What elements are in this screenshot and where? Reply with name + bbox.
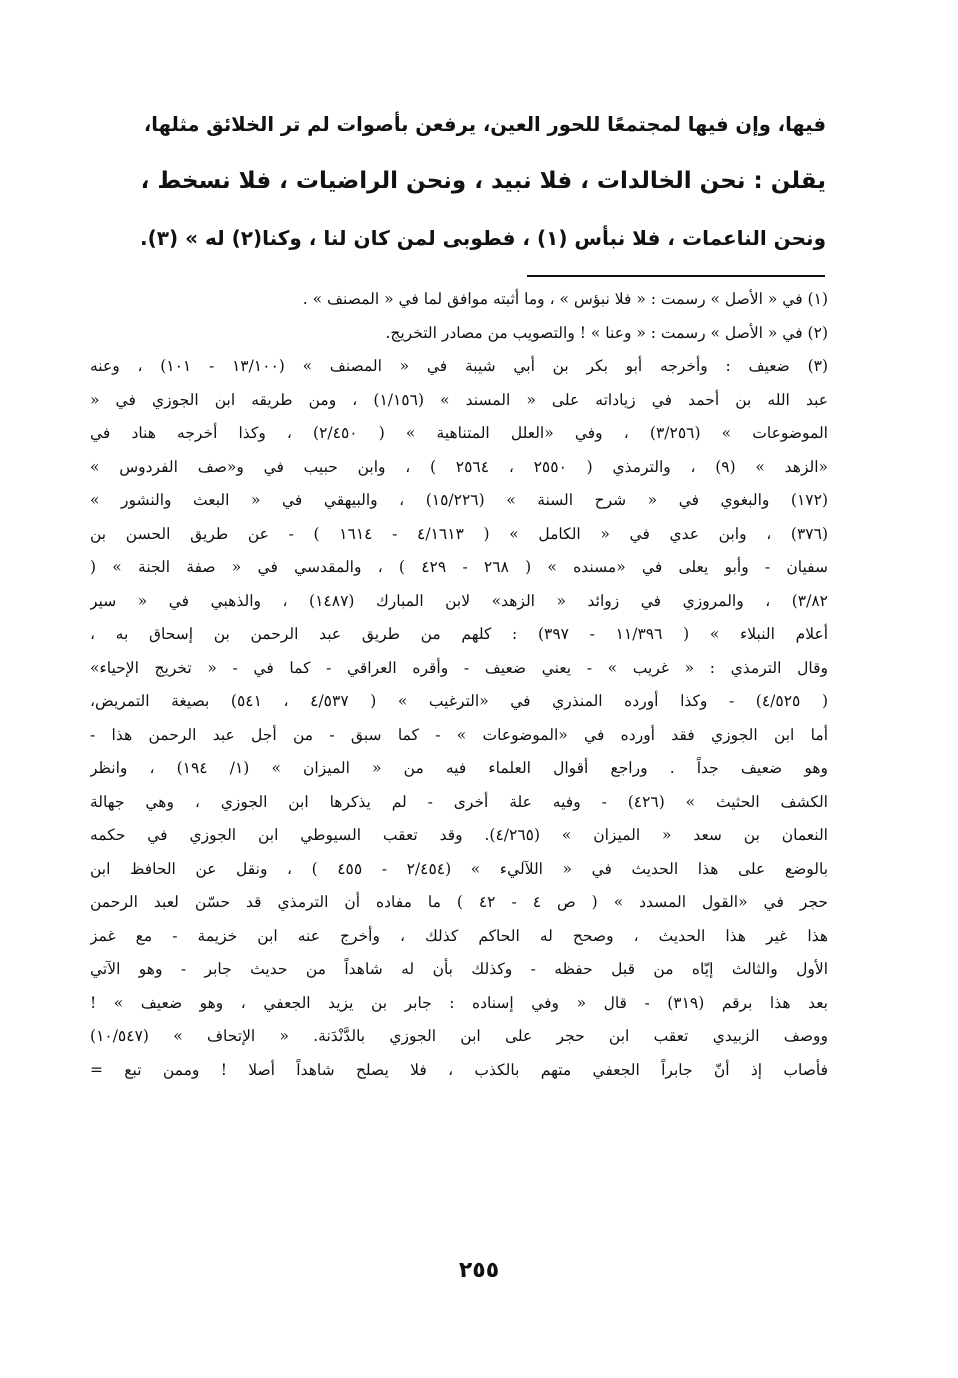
footnote-line: الأول والثالث إيّاه من قبل حفظه - وكذلك بأن له شاهداً من حديث جابر - وهو الآتي — [90, 960, 828, 978]
footnote-separator — [527, 275, 825, 277]
main-text-line: ونحن الناعمات ، فلا نبأس (١) ، فطوبى لمن كان لنا ، وكنا(٢) له » (٣). — [140, 226, 826, 250]
footnotes — [90, 283, 828, 1087]
footnote-line: (٢) في « الأصل » رسمت : « وعنا » ! والتصويب من مصادر التخريج. — [385, 323, 828, 342]
footnote-line: أعلام النبلاء » ( ١١/٣٩٦ - ٣٩٧) : كلهم من طريق عبد الرحمن بن إسحاق به ، — [90, 625, 828, 643]
footnote-line: عبد الله بن أحمد في زياداته على « المسند » (١/١٥٦) ، ومن طريقه ابن الجوزي في « — [90, 390, 828, 409]
footnote-line: سفيان - وأبو يعلى في «مسنده » ( ٢٦٨ - ٤٢٩ ) ، والمقدسي في « صفة الجنة » ( — [90, 558, 828, 576]
footnote-line: النعمان بن سعد « الميزان » (٤/٢٦٥). وقد تعقب السيوطي ابن الجوزي في حكمه — [90, 826, 828, 844]
page-number: ٢٥٥ — [458, 1258, 500, 1283]
footnote-line: هذا غير هذا الحديث ، وصحح له الحاكم كذلك ، وأخرج عنه ابن خزيمة - مع غمز — [90, 926, 828, 945]
footnote-line: بالوضع على هذا الحديث في « اللآليء » (٢/٤٥٤ - ٤٥٥ ) ، ونقل عن الحافظ ابن — [90, 859, 828, 878]
footnote-line: وقال الترمذي : « غريب » - يعني ضعيف - وأقره العراقي - كما في - « تخريج الإحياء» — [90, 658, 828, 677]
main-text-line: يقلن : نحن الخالدات ، فلا نبيد ، ونحن الراضيات ، فلا نسخط ، — [140, 168, 826, 194]
footnote-line: وهو ضعيف جداً . وراجع أقوال العلماء فيه من « الميزان » (١/ ١٩٤) ، وانظر — [90, 759, 828, 777]
footnote-line: الكشف الحثيث » (٤٢٦) - وفيه علة أخرى - لم يذكرها ابن الجوزي ، وهي جهالة — [90, 792, 828, 811]
main-text — [130, 96, 826, 267]
footnote-line: بعد هذا برقم (٣١٩) - قال « وفي إسناده : جابر بن يزيد الجعفي ، وهو ضعيف » ! — [90, 993, 828, 1012]
footnote-line: أما ابن الجوزي فقد أورده في «الموضوعات » - كما سبق - من أجل عبد الرحمن هذا - — [90, 725, 828, 744]
footnote-line: (٣٧٦) ، وابن عدي في « الكامل » ( ٤/١٦١٣ - ١٦١٤ ) - عن طريق الحسن بن — [90, 524, 828, 543]
footnote-line: (١٧٢) والبغوي في « شرح السنة » (١٥/٢٢٦) ، والبيهقي في « البعث والنشور » — [90, 491, 828, 509]
footnote-line: حجر في «القول المسدد » ( ص ٤ - ٤٢ ) ما مفاده أن الترمذي قد حسّن لعبد الرحمن — [90, 893, 828, 911]
footnote-line: «الزهد » (٩) ، والترمذي ( ٢٥٥٠ ، ٢٥٦٤ ) ، وابن حبيب في و«صف الفردوس » — [90, 457, 828, 476]
main-text-line: فيها، وإن فيها لمجتمعًا للحور العين، يرفعن بأصوات لم تر الخلائق مثلها، — [143, 113, 826, 136]
footnote-line: الموضوعات » (٣/٢٥٦) ، وفي «العلل المتناهية » ( ٢/٤٥٠) ، وكذا أخرجه هناد في — [90, 424, 828, 442]
footnote-line: فأصاب إذ أنّ جابراً الجعفي متهم بالكذب ، فلا يصلح شاهداً أصلا ! وممن تبع = — [90, 1060, 828, 1079]
footnote-line: (٣) ضعيف : وأخرجه أبو بكر بن أبي شيبة في « المصنف » (١٣/١٠٠ - ١٠١) ، وعنه — [90, 357, 828, 375]
footnote-line: ٣/٨٢) ، والمروزي في زوائد « الزهد» لابن المبارك (١٤٨٧) ، والذهبي في « سير — [90, 591, 828, 610]
footnote-line: (١) في « الأصل » رسمت : « فلا نبؤس » ، وما أثبته موافق لما في « المصنف » . — [302, 290, 828, 308]
footnote-line: ووصف الزبيدي تعقب ابن حجر على ابن الجوزي بالدَّنْدَنة. « الإتحاف » (١٠/٥٤٧) — [90, 1027, 828, 1045]
footnote-line: ( ٤/٥٢٥) - وكذا أورده المنذري في «الترغيب » ( ٤/٥٣٧ ، ٥٤١) بصيغة التمريض، — [90, 692, 828, 710]
